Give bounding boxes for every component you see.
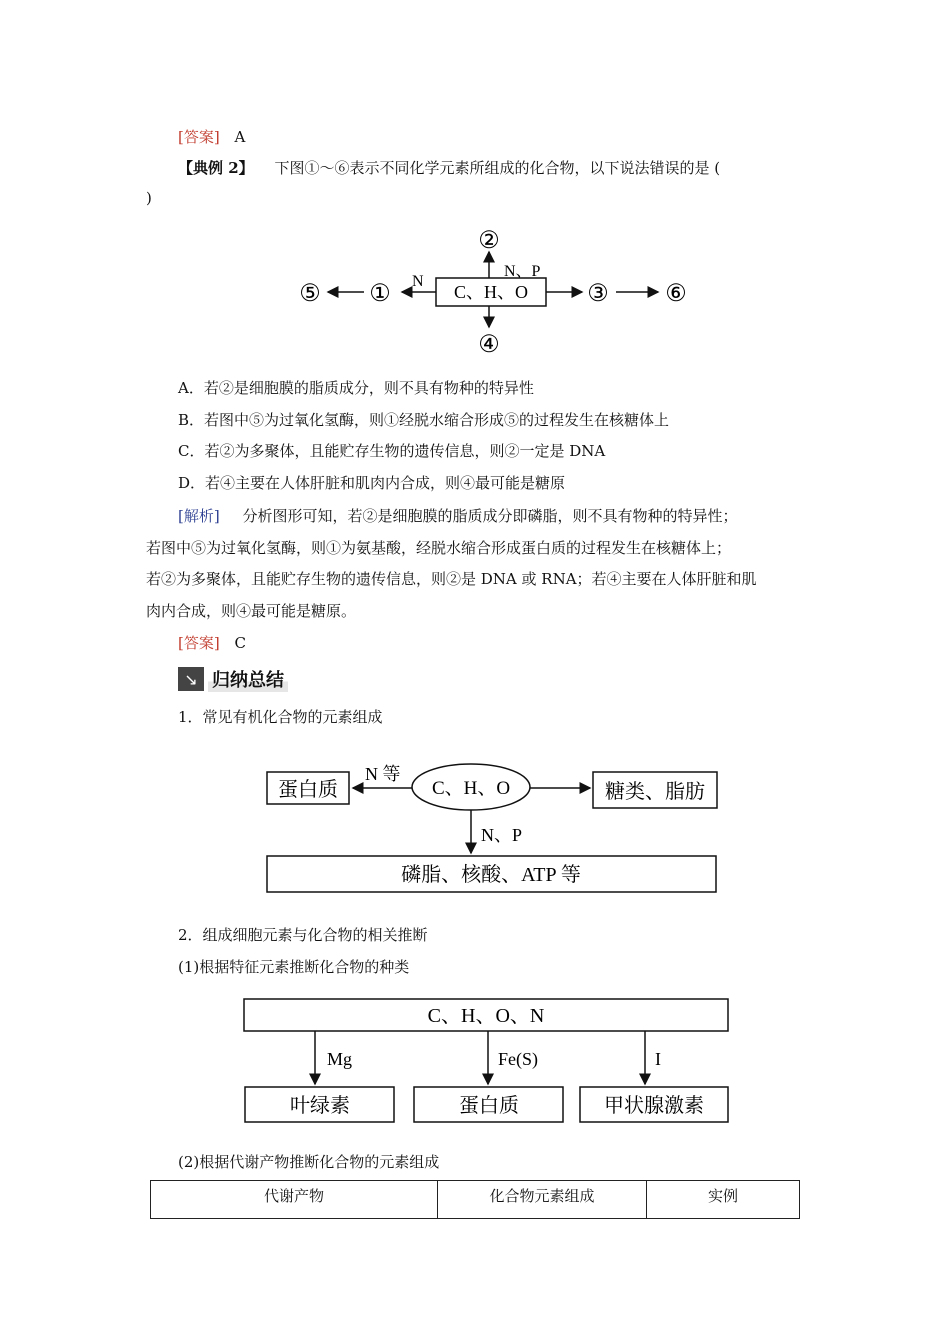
compound-diagram <box>290 222 700 362</box>
label-i: I <box>655 1049 661 1069</box>
metabolite-table <box>150 1180 800 1219</box>
label-np: N、P <box>481 825 523 845</box>
characteristic-element-diagram <box>240 995 735 1127</box>
analysis-line-2: 若图中⑤为过氧化氢酶，则①为氨基酸，经脱水缩合形成蛋白质的过程发生在核糖体上； <box>146 539 732 557</box>
table-header: 代谢产物 <box>151 1181 438 1219</box>
section-2-title: 2．组成细胞元素与化合物的相关推断 <box>178 926 428 944</box>
center-text: C、H、O <box>431 778 511 799</box>
label-np: N、P <box>504 263 541 280</box>
example-question: 下图①～⑥表示不同化学元素所组成的化合物，以下说法错误的是 ( <box>274 159 721 177</box>
node-3: ③ <box>587 281 609 307</box>
node-6: ⑥ <box>665 281 687 307</box>
example-label: 【典例 2】 <box>178 159 254 177</box>
analysis-line-4: 肉内合成，则④最可能是糖原。 <box>146 602 357 620</box>
example-2 <box>178 158 720 178</box>
analysis-line-3: 若②为多聚体，且能贮存生物的遗传信息，则②是 DNA 或 RNA；若④主要在人体肝脏和肌 <box>146 570 757 588</box>
element-composition-diagram <box>260 755 730 900</box>
bottom-text: 磷脂、核酸、ATP 等 <box>401 864 581 886</box>
table-header: 实例 <box>647 1181 800 1219</box>
label-n: N <box>412 273 424 290</box>
analysis-label: [解析] <box>178 507 220 525</box>
arrow-icon: ↘ <box>178 667 204 691</box>
answer-label: [答案] <box>178 634 220 652</box>
option-c: C．若②为多聚体，且能贮存生物的遗传信息，则②一定是 DNA <box>178 442 606 460</box>
chlorophyll-text: 叶绿素 <box>290 1095 350 1117</box>
sub-2-title: (2)根据代谢产物推断化合物的元素组成 <box>178 1153 440 1171</box>
protein-text: 蛋白质 <box>278 779 338 801</box>
option-b: B．若图中⑤为过氧化氢酶，则①经脱水缩合形成⑤的过程发生在核糖体上 <box>178 411 670 429</box>
answer-value: A <box>234 128 246 146</box>
option-d: D．若④主要在人体肝脏和肌肉内合成，则④最可能是糖原 <box>178 474 566 492</box>
label-mg: Mg <box>327 1049 353 1069</box>
answer-2 <box>178 633 246 653</box>
option-a: A．若②是细胞膜的脂质成分，则不具有物种的特异性 <box>178 379 534 397</box>
example-question-cont: ) <box>146 189 152 207</box>
table-header-row <box>151 1181 800 1219</box>
answer-1 <box>178 127 245 147</box>
table-header: 化合物元素组成 <box>438 1181 647 1219</box>
analysis-text-1: 分析图形可知，若②是细胞膜的脂质成分即磷脂，则不具有物种的特异性； <box>242 507 738 525</box>
node-5: ⑤ <box>299 281 321 307</box>
analysis-line-1 <box>178 506 738 526</box>
thyroid-hormone-text: 甲状腺激素 <box>604 1095 704 1117</box>
top-text: C、H、O、N <box>427 1005 545 1027</box>
node-2: ② <box>478 228 500 254</box>
sub-1-title: (1)根据特征元素推断化合物的种类 <box>178 958 410 976</box>
summary-title: 归纳总结 <box>208 666 288 692</box>
protein-text: 蛋白质 <box>459 1095 519 1117</box>
label-n-etc: N 等 <box>365 764 401 784</box>
center-text: C、H、O <box>453 282 529 302</box>
node-4: ④ <box>478 332 500 358</box>
answer-value: C <box>234 634 246 652</box>
node-1: ① <box>369 281 391 307</box>
section-1-title: 1．常见有机化合物的元素组成 <box>178 708 383 726</box>
sugar-fat-text: 糖类、脂肪 <box>605 781 705 803</box>
summary-heading <box>178 665 288 693</box>
answer-label: [答案] <box>178 128 220 146</box>
label-fe: Fe(S) <box>498 1049 538 1069</box>
